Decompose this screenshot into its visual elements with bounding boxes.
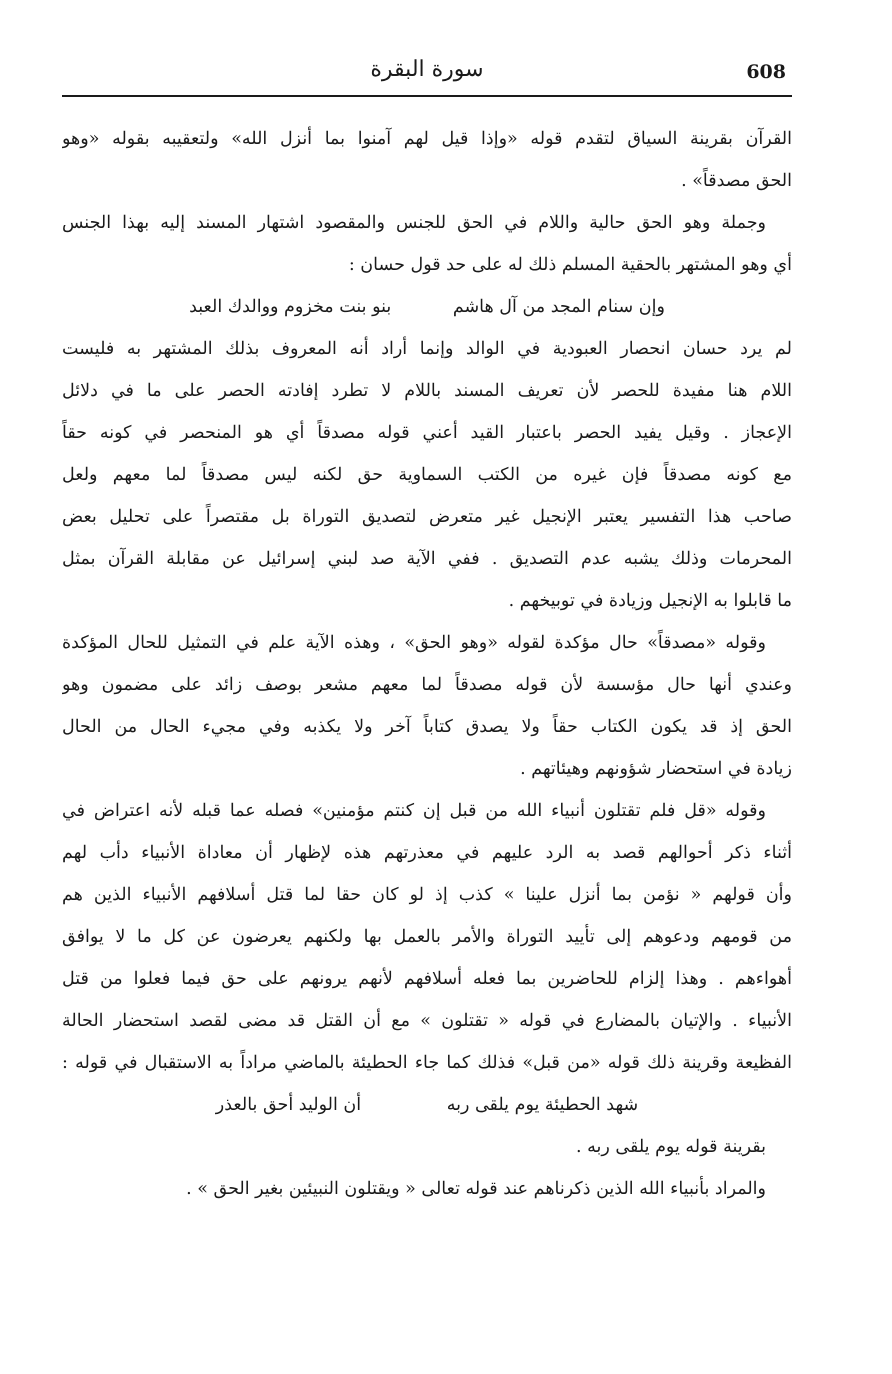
text-line: القرآن بقرينة السياق لتقدم قوله «وإذا قيل لهم آمنوا بما أنزل الله» ولتعقيبه بقوله «وهو bbox=[62, 129, 792, 149]
text-line: وعندي أنها حال مؤسسة لأن قوله مصدقاً لما معهم مشعر بوصف زائد على مضمون وهو bbox=[62, 675, 792, 695]
text-line: والمراد بأنبياء الله الذين ذكرناهم عند قوله تعالى « ويقتلون النبيئين بغير الحق » . bbox=[186, 1179, 766, 1199]
text-line: الحق مصدقاً» . bbox=[681, 171, 792, 191]
poetry-verse bbox=[62, 1084, 792, 1126]
text-line: وأن قولهم « نؤمن بما أنزل علينا » كذب إذ لو كان حقا لما قتل أسلافهم الأنبياء الذين هم bbox=[62, 885, 792, 905]
page-body bbox=[62, 118, 792, 1210]
text-line: صاحب هذا التفسير يعتبر الإنجيل غير متعرض لتصديق التوراة بل مقتصراً على تحليل بعض bbox=[62, 507, 792, 527]
text-line: الإعجاز . وقيل يفيد الحصر باعتبار القيد أعني قوله مصدقاً أي هو المنحصر في كونه حقاً bbox=[62, 423, 792, 443]
page-header bbox=[62, 55, 792, 97]
text-line: وقوله «مصدقاً» حال مؤكدة لقوله «وهو الحق» ، وهذه الآية علم في التمثيل للحال المؤكدة bbox=[62, 633, 766, 653]
text-line: من قومهم ودعوهم إلى تأييد التوراة والأمر بالعمل بها ولكنهم يعرضون عن كل ما لا يوافق bbox=[62, 927, 792, 947]
text-line: لم يرد حسان انحصار العبودية في الوالد وإنما أراد أنه المعروف بذلك المشتهر به فليست bbox=[62, 339, 792, 359]
text-line: أهواءهم . وهذا إلزام للحاضرين بما فعله أسلافهم لأنهم يرونهم على حق فيما فعلوا من قتل bbox=[62, 969, 792, 989]
verse-hemistich: بنو بنت مخزوم ووالدك العبد bbox=[189, 297, 392, 317]
text-line: الأنبياء . والإتيان بالمضارع في قوله « تقتلون » مع أن القتل قد مضى لقصد استحضار الحالة bbox=[62, 1011, 792, 1031]
text-line: الحق إذ قد يكون الكتاب حقاً ولا يصدق كتاباً آخر ولا يكذبه وفي مجيء الحال من الحال bbox=[62, 717, 792, 737]
text-line: ما قابلوا به الإنجيل وزيادة في توبيخهم . bbox=[508, 591, 792, 611]
poetry-verse bbox=[62, 286, 792, 328]
text-line: المحرمات وذلك يشبه عدم التصديق . ففي الآية صد لبني إسرائيل عن مقابلة القرآن بمثل bbox=[62, 549, 792, 569]
text-line: مع كونه مصدقاً فإن غيره من الكتب السماوية حق لكنه ليس مصدقاً لما معهم ولعل bbox=[62, 465, 792, 485]
text-line: وجملة وهو الحق حالية واللام في الحق للجنس والمقصود اشتهار المسند إليه بهذا الجنس bbox=[62, 213, 766, 233]
text-line: اللام هنا مفيدة للحصر لأن تعريف المسند باللام لا تطرد إفادته الحصر على ما في دلائل bbox=[62, 381, 792, 401]
verse-hemistich: شهد الحطيئة يوم يلقى ربه bbox=[446, 1095, 639, 1115]
page-number: 608 bbox=[746, 61, 786, 83]
surah-title: سورة البقرة bbox=[370, 57, 484, 82]
text-line: بقرينة قوله يوم يلقى ربه . bbox=[576, 1137, 766, 1157]
text-line: أي وهو المشتهر بالحقية المسلم ذلك له على حد قول حسان : bbox=[348, 255, 792, 275]
text-line: الفظيعة وقرينة ذلك قوله «من قبل» فذلك كما جاء الحطيئة بالماضي مراداً به الاستقبال في قوله : bbox=[62, 1053, 792, 1073]
text-line: أثناء ذكر أحوالهم قصد به الرد عليهم في معذرتهم هذه لإظهار أن معاداة الأنبياء دأب لهم bbox=[62, 843, 792, 863]
text-line: وقوله «قل فلم تقتلون أنبياء الله من قبل إن كنتم مؤمنين» فصله عما قبله لأنه اعتراض في bbox=[62, 801, 766, 821]
text-line: زيادة في استحضار شؤونهم وهيئاتهم . bbox=[520, 759, 792, 779]
verse-hemistich: أن الوليد أحق بالعذر bbox=[215, 1095, 362, 1115]
verse-hemistich: وإن سنام المجد من آل هاشم bbox=[452, 297, 665, 317]
